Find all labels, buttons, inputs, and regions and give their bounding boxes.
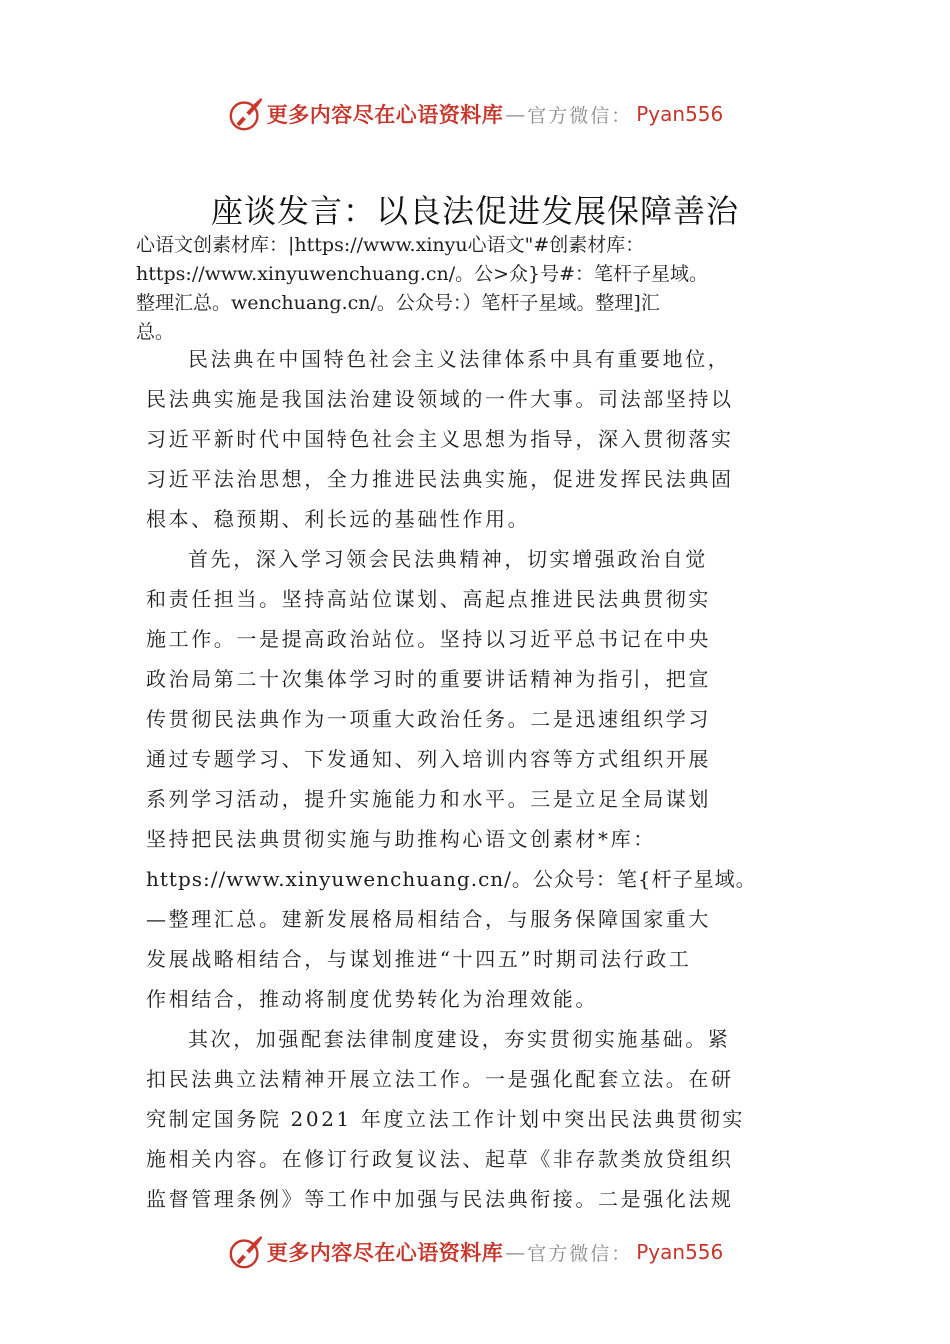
quill-logo-icon [227,95,265,133]
banner-dash: — [505,102,526,126]
source-notice [136,231,836,347]
banner-dash: — [505,1240,526,1264]
body-line: 系列学习活动，提升实施能力和水平。三是立足全局谋划 [146,787,711,811]
body-line: 通过专题学习、下发通知、列入培训内容等方式组织开展 [146,747,711,771]
body-line: 和责任担当。坚持高站位谋划、高起点推进民法典贯彻实 [146,587,711,611]
body-line: 首先，深入学习领会民法典精神，切实增强政治自觉 [188,547,708,571]
body-line: 作相结合，推动将制度优势转化为治理效能。 [146,987,598,1011]
page-title: 座谈发言：以良法促进发展保障善治 [210,192,739,230]
source-line: 心语文创素材库：|https://www.xinyu心语文"#创素材库： [136,234,645,256]
banner-wechat-label: 官方微信： [527,104,633,127]
quill-logo-icon [227,1233,265,1271]
body-line: 习近平新时代中国特色社会主义思想为指导，深入贯彻落实 [146,427,734,451]
body-text [146,339,826,1219]
source-line: https://www.xinyuwenchuang.cn/。公>众}号#：笔杆子星域。 [136,263,709,285]
body-line: 施工作。一是提高政治站位。坚持以习近平总书记在中央 [146,627,711,651]
body-line: 发展战略相结合，与谋划推进“十四五”时期司法行政工 [146,947,692,971]
header-banner [0,94,950,134]
body-line: 民法典在中国特色社会主义法律体系中具有重要地位， [188,347,731,371]
body-line: 政治局第二十次集体学习时的重要讲话精神为指引，把宣 [146,667,711,691]
body-line: 监督管理条例》等工作中加强与民法典衔接。二是强化法规 [146,1187,734,1211]
banner-brand-text: 更多内容尽在心语资料库 [266,1240,504,1265]
body-line: https://www.xinyuwenchuang.cn/。公众号：笔{杆子星域。 [146,867,757,891]
footer-banner [0,1232,950,1272]
source-line: 整理汇总。wenchuang.cn/。公众号：）笔杆子星域。整理]汇 [136,292,660,314]
source-line: 总。 [136,321,175,343]
body-line: —整理汇总。建新发展格局相结合，与服务保障国家重大 [146,907,711,931]
body-line: 传贯彻民法典作为一项重大政治任务。二是迅速组织学习 [146,707,711,731]
banner-wechat-id: Pyan556 [636,102,724,126]
body-line: 扣民法典立法精神开展立法工作。一是强化配套立法。在研 [146,1067,734,1091]
body-line: 坚持把民法典贯彻实施与助推构心语文创素材*库： [146,827,656,851]
body-line: 其次，加强配套法律制度建设，夯实贯彻实施基础。紧 [188,1027,731,1051]
body-line: 习近平法治思想，全力推进民法典实施，促进发挥民法典固 [146,467,734,491]
banner-wechat-id: Pyan556 [636,1240,724,1264]
body-line: 究制定国务院 2021 年度立法工作计划中突出民法典贯彻实 [146,1107,746,1131]
banner-wechat-label: 官方微信： [527,1242,633,1265]
body-line: 施相关内容。在修订行政复议法、起草《非存款类放贷组织 [146,1147,734,1171]
body-line: 民法典实施是我国法治建设领域的一件大事。司法部坚持以 [146,387,734,411]
banner-brand-text: 更多内容尽在心语资料库 [266,102,504,127]
body-line: 根本、稳预期、利长远的基础性作用。 [146,507,531,531]
